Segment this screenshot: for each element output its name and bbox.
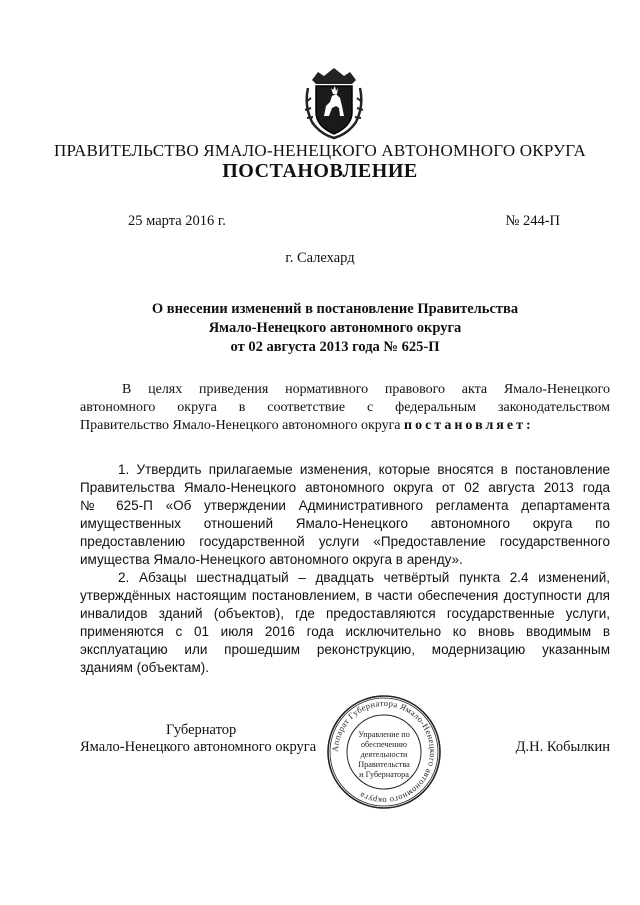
preamble-line: [80, 417, 610, 435]
item-line: № 625-П «Об утверждении Административного регламента департамента: [80, 498, 610, 513]
item-line: 1. Утвердить прилагаемые изменения, которые вносятся в постановление: [118, 462, 610, 477]
stamp-ring-text: Аппарат Губернатора Ямало-Ненецкого автономного округа: [329, 697, 439, 807]
document-date: 25 марта 2016 г.: [128, 213, 226, 229]
stamp-center-text: деятельности: [360, 750, 408, 759]
stamp-center-text: Управление по: [358, 730, 410, 739]
decree-items: [80, 461, 610, 677]
stamp-center-text: обеспечению: [360, 740, 408, 749]
stamp-center-text: Правительства: [358, 760, 410, 769]
signatory-name: Д.Н. Кобылкин: [515, 739, 610, 755]
subject-line: Ямало-Ненецкого автономного округа: [208, 320, 462, 336]
document-number: № 244-П: [505, 213, 560, 229]
preamble-line-text: Правительство Ямало-Ненецкого автономного округа: [80, 418, 401, 433]
item-line: 2. Абзацы шестнадцатый – двадцать четвёртый пункта 2.4 изменений,: [118, 570, 610, 585]
item-line: применяются с 01 июля 2016 года исключительно ко вновь вводимым в: [80, 624, 610, 639]
item-line: имущества Ямало-Ненецкого автономного округа в аренду».: [80, 552, 463, 567]
item-line: зданиям (объектам).: [80, 660, 209, 675]
item-line: имущественных отношений Ямало-Ненецкого автономного округа по: [80, 516, 610, 531]
preamble-line: автономного округа в соответствие с федеральным законодательством: [80, 400, 610, 415]
preamble-paragraph: [80, 381, 610, 435]
decree-word: постановляет:: [404, 418, 534, 433]
signatory-position: Губернатор: [166, 722, 237, 738]
item-line: предоставлению государственной услуги «Предоставление государственного: [80, 534, 610, 549]
coat-of-arms-emblem: [302, 62, 366, 140]
item-line: эксплуатацию или прошедшим реконструкцию, модернизацию указанным: [80, 642, 610, 657]
stamp-center-text: и Губернатора: [359, 770, 409, 779]
signatory-region: Ямало-Ненецкого автономного округа: [80, 739, 317, 755]
subject-line: от 02 августа 2013 года № 625-П: [230, 339, 440, 355]
document-type-heading: ПОСТАНОВЛЕНИЕ: [222, 160, 418, 182]
government-title: ПРАВИТЕЛЬСТВО ЯМАЛО-НЕНЕЦКОГО АВТОНОМНОГО ОКРУГА: [54, 141, 586, 160]
document-subject: [120, 300, 550, 357]
subject-line: О внесении изменений в постановление Правительства: [151, 301, 519, 317]
preamble-line: В целях приведения нормативного правового акта Ямало-Ненецкого: [122, 382, 610, 397]
item-line: Правительства Ямало-Ненецкого автономного округа от 02 августа 2013 года: [80, 480, 610, 495]
item-line: утверждённых настоящим постановлением, в части обеспечения доступности для: [80, 588, 610, 603]
official-stamp: [325, 693, 443, 811]
document-city: г. Салехард: [285, 250, 355, 266]
item-line: инвалидов зданий (объектов), где предоставляются государственные услуги,: [80, 606, 610, 621]
